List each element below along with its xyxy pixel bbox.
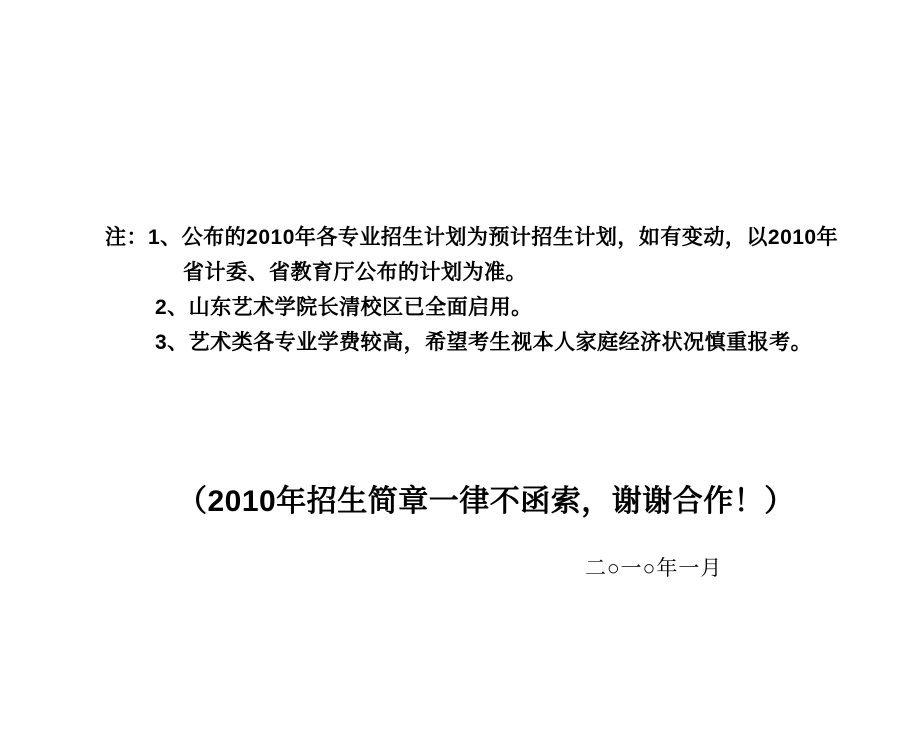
closing-statement: （2010年招生简章一律不函索，谢谢合作！） bbox=[177, 485, 795, 518]
note-line-1: 注：1、公布的2010年各专业招生计划为预计招生计划，如有变动，以2010年 bbox=[105, 226, 839, 249]
note-line-1-continuation: 省计委、省教育厅公布的计划为准。 bbox=[183, 261, 527, 284]
note-line-3: 3、艺术类各专业学费较高，希望考生视本人家庭经济状况慎重报考。 bbox=[155, 331, 813, 354]
date-line: 二○一○年一月 bbox=[585, 557, 723, 580]
notes-section bbox=[105, 220, 838, 360]
note-line-2: 2、山东艺术学院长清校区已全面启用。 bbox=[155, 296, 533, 319]
